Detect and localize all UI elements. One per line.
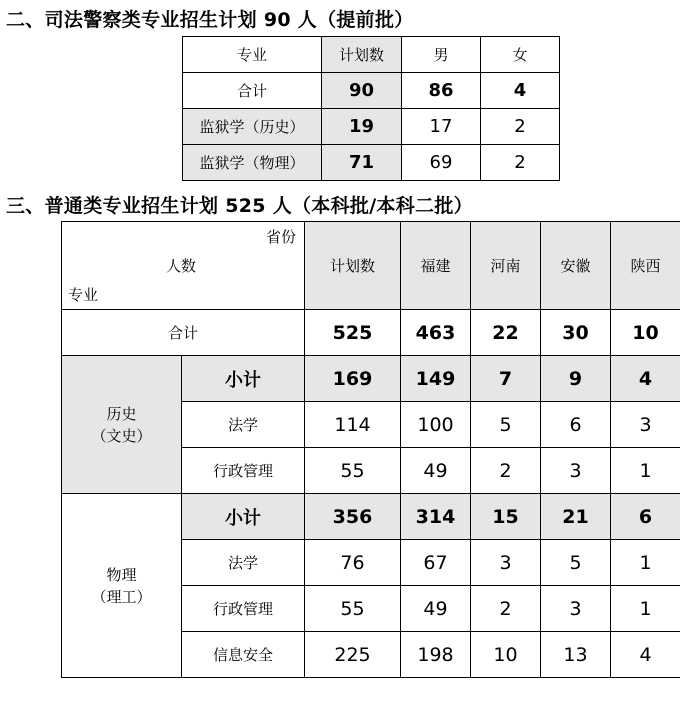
- header-henan: 河南: [471, 222, 541, 310]
- physics-group-label: 物理: [106, 565, 137, 584]
- header-major: 专业: [183, 37, 322, 73]
- header-female: 女: [481, 37, 560, 73]
- header-plan: 计划数: [305, 222, 401, 310]
- row-major: 监狱学（历史）: [183, 109, 322, 145]
- total-male: 86: [402, 73, 481, 109]
- row-value: 4: [611, 632, 680, 678]
- table-row: [183, 145, 560, 181]
- row-value: 3: [541, 448, 611, 494]
- row-plan: 71: [322, 145, 402, 181]
- subtotal-label: 小计: [182, 494, 305, 540]
- subtotal-value: 21: [541, 494, 611, 540]
- corner-major: 专业: [68, 286, 99, 304]
- row-value: 49: [401, 448, 471, 494]
- total-label: 合计: [62, 310, 305, 356]
- row-value: 67: [401, 540, 471, 586]
- row-value: 100: [401, 402, 471, 448]
- row-value: 55: [305, 448, 401, 494]
- corner-header: [62, 222, 305, 310]
- row-major: 法学: [182, 402, 305, 448]
- subtotal-value: 314: [401, 494, 471, 540]
- row-female: 2: [481, 145, 560, 181]
- row-female: 2: [481, 109, 560, 145]
- row-value: 225: [305, 632, 401, 678]
- header-anhui: 安徽: [541, 222, 611, 310]
- row-male: 17: [402, 109, 481, 145]
- history-group-label: 历史: [106, 404, 137, 423]
- header-shaanxi: 陕西: [611, 222, 680, 310]
- subtotal-value: 7: [471, 356, 541, 402]
- total-label: 合计: [183, 73, 322, 109]
- row-value: 2: [471, 586, 541, 632]
- history-group-cell: [62, 356, 182, 494]
- physics-group-cell: [62, 494, 182, 678]
- physics-group-sub: （理工）: [91, 587, 152, 606]
- total-female: 4: [481, 73, 560, 109]
- general-plan-table: [61, 221, 680, 678]
- section3-heading: 三、普通类专业招生计划 525 人（本科批/本科二批）: [6, 195, 473, 217]
- row-value: 49: [401, 586, 471, 632]
- row-plan: 19: [322, 109, 402, 145]
- table-row: [183, 109, 560, 145]
- subtotal-value: 15: [471, 494, 541, 540]
- row-value: 55: [305, 586, 401, 632]
- row-value: 1: [611, 448, 680, 494]
- corner-count: 人数: [166, 257, 197, 275]
- total-value: 30: [541, 310, 611, 356]
- subtotal-value: 6: [611, 494, 680, 540]
- row-value: 6: [541, 402, 611, 448]
- total-plan: 90: [322, 73, 402, 109]
- row-major: 行政管理: [182, 586, 305, 632]
- subtotal-label: 小计: [182, 356, 305, 402]
- corner-province: 省份: [265, 228, 296, 246]
- total-value: 525: [305, 310, 401, 356]
- total-row: [183, 73, 560, 109]
- row-value: 5: [541, 540, 611, 586]
- subtotal-row: [62, 356, 680, 402]
- row-value: 1: [611, 540, 680, 586]
- row-major: 行政管理: [182, 448, 305, 494]
- police-plan-table: [182, 36, 560, 181]
- row-value: 76: [305, 540, 401, 586]
- row-major: 信息安全: [182, 632, 305, 678]
- row-value: 198: [401, 632, 471, 678]
- table-header-row: [183, 37, 560, 73]
- row-major: 监狱学（物理）: [183, 145, 322, 181]
- subtotal-value: 149: [401, 356, 471, 402]
- row-male: 69: [402, 145, 481, 181]
- subtotal-value: 9: [541, 356, 611, 402]
- row-value: 3: [611, 402, 680, 448]
- header-plan: 计划数: [322, 37, 402, 73]
- total-value: 22: [471, 310, 541, 356]
- total-value: 10: [611, 310, 680, 356]
- subtotal-value: 169: [305, 356, 401, 402]
- row-value: 10: [471, 632, 541, 678]
- subtotal-row: [62, 494, 680, 540]
- subtotal-value: 356: [305, 494, 401, 540]
- row-value: 3: [471, 540, 541, 586]
- row-value: 5: [471, 402, 541, 448]
- total-row: [62, 310, 680, 356]
- row-value: 13: [541, 632, 611, 678]
- total-value: 463: [401, 310, 471, 356]
- row-value: 3: [541, 586, 611, 632]
- row-value: 2: [471, 448, 541, 494]
- section2-heading: 二、司法警察类专业招生计划 90 人（提前批）: [6, 9, 414, 31]
- table-header-row: [62, 222, 680, 310]
- row-value: 114: [305, 402, 401, 448]
- subtotal-value: 4: [611, 356, 680, 402]
- header-fujian: 福建: [401, 222, 471, 310]
- header-male: 男: [402, 37, 481, 73]
- row-value: 1: [611, 586, 680, 632]
- row-major: 法学: [182, 540, 305, 586]
- history-group-sub: （文史）: [91, 426, 152, 445]
